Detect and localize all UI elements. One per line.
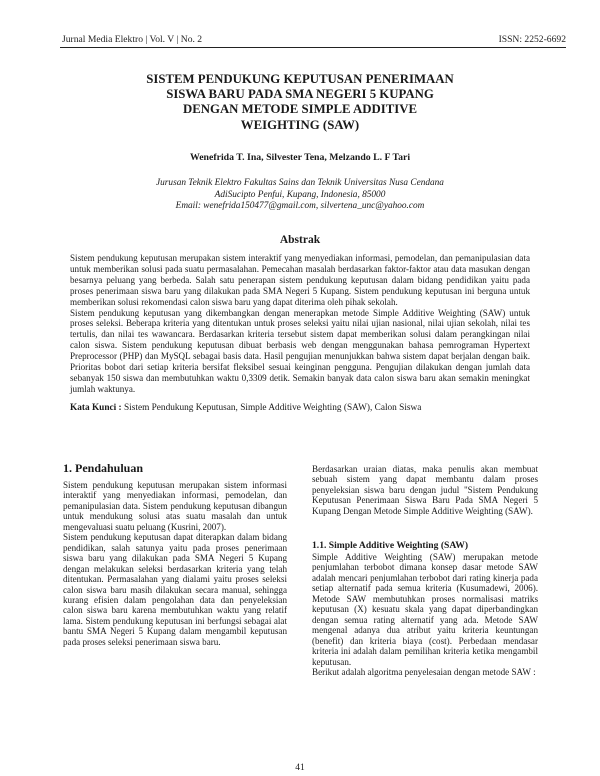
right-column-intro [312,464,538,516]
page-number: 41 [295,763,305,773]
affiliation [60,178,540,213]
affiliation-line: AdiSucipto Penfui, Kupang, Indonesia, 85000 [214,189,386,200]
title-line: DENGAN METODE SIMPLE ADDITIVE [182,102,418,117]
abstract-body [70,253,530,395]
paper-title [110,72,490,133]
abstract-paragraph: Sistem pendukung keputusan merupakan sistem interaktif yang menyediakan informasi, pemodelan, dan pemanipulasian data untuk memberikan solusi pada suatu permasalahan. Pemecahan masalah berdasarkan faktor-faktor atau data masukan dengan besarnya peluang yang berbeda. Salah satu penerapan sistem pendukung keputusan dalam bidang pendidikan yaitu pada proses penerimaan siswa baru yang dilakukan pada SMA Negeri 5 Kupang. Sistem pendukung keputusan ini berguna untuk memberikan solusi rekomendasi calon siswa baru yang dapat diterima oleh pihak sekolah. [70,253,530,307]
subsection-heading-saw: 1.1. Simple Additive Weighting (SAW) [312,540,469,551]
authors: Wenefrida T. Ina, Silvester Tena, Melzando L. F Tari [189,152,411,163]
body-paragraph: Berdasarkan uraian diatas, maka penulis akan membuat sebuah sistem yang dapat membantu dalam proses penyeleksian siswa baru dengan judul "Sistem Pendukung Keputusan Penerimaan Siswa Baru Pada SMA Negeri 5 Kupang Dengan Metode Simple Additive Weighting (SAW). [312,464,538,516]
journal-header: Jurnal Media Elektro | Vol. V | No. 2 [62,34,203,45]
title-line: SISWA BARU PADA SMA NEGERI 5 KUPANG [166,87,434,102]
email-line: Email: wenefrida150477@gmail.com, silvertena_unc@yahoo.com [175,201,425,212]
body-paragraph: Sistem pendukung keputusan merupakan sistem informasi interaktif yang menyediakan informasi, pemodelan, dan pemanipulasian data. Sistem pendukung keputusan dibangun untuk mendukung solusi atas suatu masalah dan untuk mengevaluasi suatu peluang (Kusrini, 2007). [63,480,287,532]
body-paragraph: Sistem pendukung keputusan dapat diterapkan dalam bidang pendidikan, salah satunya yaitu pada proses penerimaan siswa baru yang dilakukan pada SMA Negeri 5 Kupang dengan melakukan seleksi berdasarkan kriteria yang telah ditentukan. Permasalahan yang dialami yaitu proses seleksi calon siswa baru masih dilakukan secara manual, sehingga kurang efisien dalam pengolahan data dan penyeleksian calon siswa baru karena membutuhkan waktu yang relatif lama. Sistem pendukung keputusan ini berfungsi sebagai alat bantu SMA Negeri 5 Kupang dalam mengambil keputusan pada proses seleksi penerimaan siswa baru. [63,532,287,647]
issn-header: ISSN: 2252-6692 [498,34,566,45]
right-column-saw-text [312,552,538,677]
left-column-text [63,480,287,647]
title-line: SISTEM PENDUKUNG KEPUTUSAN PENERIMAAN [146,72,454,86]
body-paragraph: Simple Additive Weighting (SAW) merupakan metode penjumlahan terbobot dimana konsep dasar metode SAW adalah mencari penjumlahan terbobot dari rating kinerja pada setiap alternatif pada semua kriteria (Kusumadewi, 2006). Metode SAW membutuhkan proses normalisasi matriks keputusan (X) kesuatu skala yang dapat diperbandingkan dengan semua rating alternatif yang ada. Metode SAW mengenal adanya dua atribut yaitu kriteria keuntungan (benefit) dan kriteria biaya (cost). Perbedaan mendasar kriteria ini adalah dalam pemilihan kriteria ketika mengambil keputusan. [312,552,538,667]
keywords [70,403,530,413]
keywords-text: Sistem Pendukung Keputusan, Simple Additive Weighting (SAW), Calon Siswa [123,403,422,413]
title-line: WEIGHTING (SAW) [240,117,360,132]
header-rule [60,47,566,48]
body-paragraph: Berikut adalah algoritma penyelesaian dengan metode SAW : [312,666,536,677]
abstract-heading: Abstrak [279,234,321,246]
abstract-paragraph: Sistem pendukung keputusan yang dikembangkan dengan menerapkan metode Simple Additive Weighting (SAW) untuk proses seleksi. Beberapa kriteria yang ditentukan untuk proses seleksi yaitu nilai ujian nasional, nilai ujian sekolah, nilai tes tertulis, dan nilai tes wawancara. Berdasarkan kriteria tersebut sistem dapat memberikan solusi dalam perangkingan nilai calon siswa. Sistem pendukung keputusan dibuat berbasis web dengan menggunakan bahasa pemrograman Hypertext Preprocessor (PHP) dan MySQL sebagai basis data. Hasil pengujian menunjukkan bahwa sistem dapat berjalan dengan baik. Prioritas bobot dari setiap kriteria bersifat fleksibel sesuai keinginan pengguna. Pengujian dilakukan dengan jumlah data sebanyak 150 siswa dan membutuhkan waktu 0,3309 detik. Semakin banyak data calon siswa baru akan semakin meningkat jumlah waktunya. [70,307,530,394]
keywords-label: Kata Kunci : [70,403,122,413]
section-heading-pendahuluan: 1. Pendahuluan [63,461,144,475]
affiliation-line: Jurusan Teknik Elektro Fakultas Sains dan Teknik Universitas Nusa Cendana [156,178,444,188]
